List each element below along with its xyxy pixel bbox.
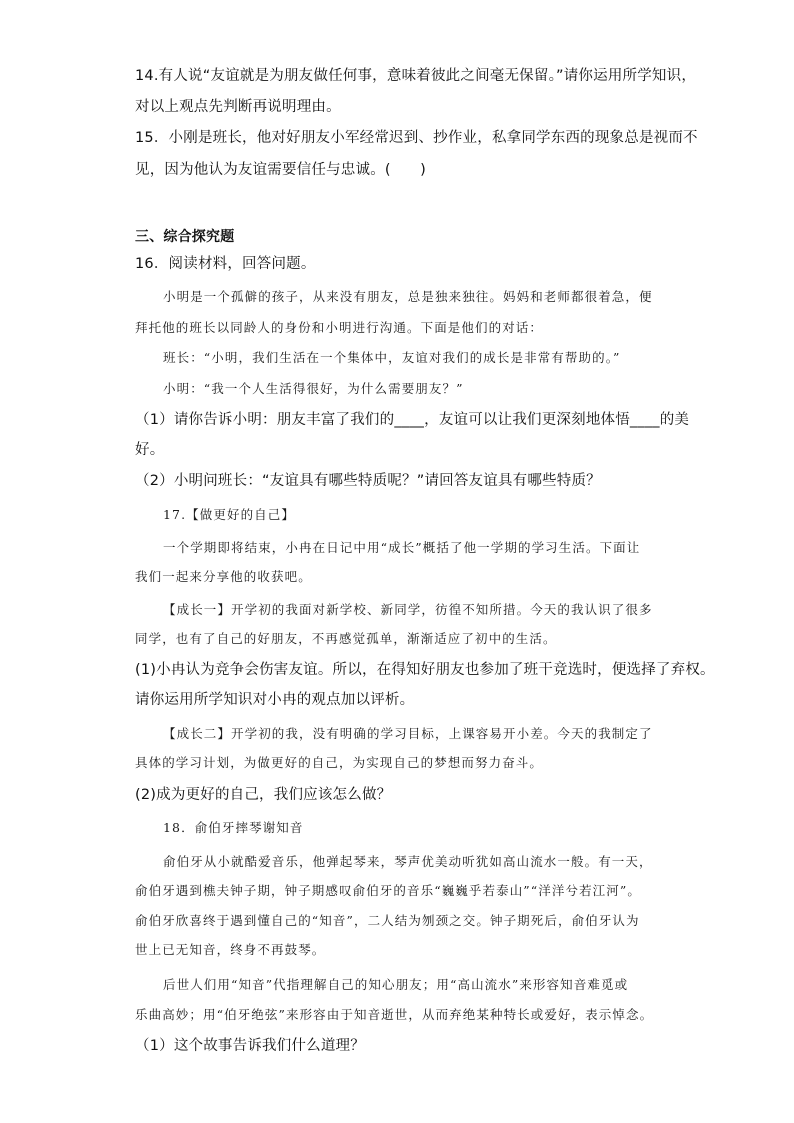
q14-line-2: 对以上观点先判断再说明理由。 (135, 99, 341, 115)
q18-sub1: （1）这个故事告诉我们什么道理？ (135, 1038, 365, 1054)
q16-stem: 16．阅读材料，回答问题。 (135, 256, 316, 272)
q16-material-line: 小明是一个孤僻的孩子，从来没有朋友，总是独来独往。妈妈和老师都很着急，便 (163, 289, 653, 304)
q16-sub2: （2）小明问班长：“友谊具有哪些特质呢？”请回答友谊具有哪些特质？ (135, 473, 601, 489)
q14-line-1: 14.有人说“友谊就是为朋友做任何事，意味着彼此之间毫无保留。”请你运用所学知识， (135, 68, 697, 84)
q17-intro-line: 我们一起来分享他的收获吧。 (135, 569, 312, 584)
q17-sub2: (2)成为更好的自己，我们应该怎么做？ (135, 787, 392, 803)
q17-sub1-line-1: (1)小冉认为竞争会伤害友谊。所以，在得知好朋友也参加了班干竞选时，便选择了弃权。 (135, 662, 715, 678)
q17-growth2-line: 具体的学习计划，为做更好的自己，为实现自己的梦想而努力奋斗。 (135, 755, 544, 770)
q18-para2-line: 乐曲高妙；用“伯牙绝弦”来形容由于知音逝世，从而弃绝某种特长或爱好，表示悼念。 (135, 1007, 654, 1022)
q17-sub1-line-2: 请你运用所学知识对小冉的观点加以评析。 (135, 692, 415, 708)
q15-line-1: 15．小刚是班长，他对好朋友小军经常迟到、抄作业，私拿同学东西的现象总是视而不 (135, 130, 698, 146)
q18-para1-line: 俞伯牙遇到樵夫钟子期，钟子期感叹俞伯牙的音乐“巍巍乎若泰山”“洋洋兮若江河”。 (135, 883, 641, 898)
q16-material-line: 小明：“我一个人生活得很好，为什么需要朋友？” (163, 381, 464, 396)
q16-sub1-line-1: （1）请你告诉小明：朋友丰富了我们的____，友谊可以让我们更深刻地体悟____的美 (135, 412, 690, 428)
q18-para1-line: 俞伯牙从小就酷爱音乐，他弹起琴来，琴声优美动听犹如高山流水一般。有一天， (163, 854, 653, 869)
q16-material-line: 拜托他的班长以同龄人的身份和小明进行沟通。下面是他们的对话： (135, 320, 544, 335)
q17-stem: 17.【做更好的自己】 (163, 507, 295, 522)
q18-para1-line: 俞伯牙欣喜终于遇到懂自己的“知音”，二人结为刎颈之交。钟子期死后，俞伯牙认为 (135, 913, 640, 928)
q17-intro-line: 一个学期即将结束，小冉在日记中用“成长”概括了他一学期的学习生活。下面让 (163, 540, 641, 555)
q15-line-2: 见，因为他认为友谊需要信任与忠诚。( ) (135, 162, 427, 178)
q17-growth2-line: 【成长二】开学初的我，没有明确的学习目标，上课容易开小差。今天的我制定了 (163, 726, 653, 741)
q18-para2-line: 后世人们用“知音”代指理解自己的知心朋友；用“高山流水”来形容知音难觅或 (163, 977, 629, 992)
q16-material-line: 班长：“小明，我们生活在一个集体中，友谊对我们的成长是非常有帮助的。” (163, 350, 621, 365)
section-title: 三、综合探究题 (135, 229, 235, 245)
q17-growth1-line: 【成长一】开学初的我面对新学校、新同学，彷徨不知所措。今天的我认识了很多 (163, 602, 653, 617)
q17-growth1-line: 同学，也有了自己的好朋友，不再感觉孤单，渐渐适应了初中的生活。 (135, 631, 557, 646)
q18-stem: 18．俞伯牙摔琴谢知音 (163, 820, 304, 835)
q16-sub1-line-2: 好。 (135, 442, 165, 458)
q18-para1-line: 世上已无知音，终身不再鼓琴。 (135, 942, 326, 957)
